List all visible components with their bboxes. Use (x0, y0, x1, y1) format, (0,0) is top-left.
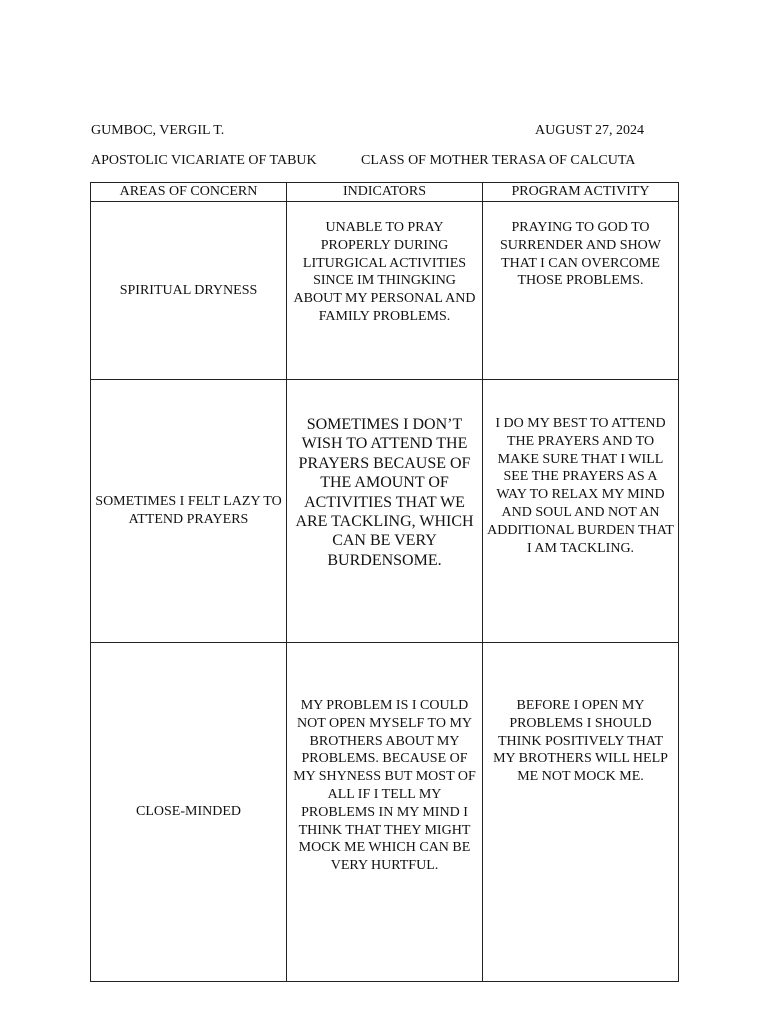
table-row (91, 380, 679, 643)
document-date: AUGUST 27, 2024 (535, 123, 645, 138)
indicator-cell: UNABLE TO PRAY PROPERLY DURING LITURGICAL ACTIVITIES SINCE IM THINGKING ABOUT MY PERSONAL AND FAMILY PROBLEMS. (287, 202, 483, 380)
area-of-concern-cell: SPIRITUAL DRYNESS (91, 202, 287, 380)
table-row (91, 202, 679, 380)
column-header-indicators: INDICATORS (287, 183, 483, 202)
column-header-program-activity: PROGRAM ACTIVITY (483, 183, 679, 202)
table-row (91, 643, 679, 982)
program-activity-cell: PRAYING TO GOD TO SURRENDER AND SHOW THAT I CAN OVERCOME THOSE PROBLEMS. (483, 202, 679, 380)
program-activity-cell: BEFORE I OPEN MY PROBLEMS I SHOULD THINK POSITIVELY THAT MY BROTHERS WILL HELP ME NOT MOCK ME. (483, 643, 679, 982)
class-name: CLASS OF MOTHER TERASA OF CALCUTA (361, 153, 636, 168)
column-header-areas-of-concern: AREAS OF CONCERN (91, 183, 287, 202)
concern-table (90, 182, 679, 982)
area-of-concern-cell: SOMETIMES I FELT LAZY TO ATTEND PRAYERS (91, 380, 287, 643)
vicariate-name: APOSTOLIC VICARIATE OF TABUK (91, 153, 317, 168)
area-of-concern-cell: CLOSE-MINDED (91, 643, 287, 982)
indicator-cell: SOMETIMES I DON’T WISH TO ATTEND THE PRAYERS BECAUSE OF THE AMOUNT OF ACTIVITIES THAT WE ARE TACKLING, WHICH CAN BE VERY BURDENSOME. (287, 380, 483, 643)
program-activity-cell: I DO MY BEST TO ATTEND THE PRAYERS AND TO MAKE SURE THAT I WILL SEE THE PRAYERS AS A WAY TO RELAX MY MIND AND SOUL AND NOT AN ADDITIONAL BURDEN THAT I AM TACKLING. (483, 380, 679, 643)
table-header-row (91, 183, 679, 202)
student-name: GUMBOC, VERGIL T. (91, 123, 225, 138)
indicator-cell: MY PROBLEM IS I COULD NOT OPEN MYSELF TO MY BROTHERS ABOUT MY PROBLEMS. BECAUSE OF MY SHYNESS BUT MOST OF ALL IF I TELL MY PROBLEMS IN MY MIND I THINK THAT THEY MIGHT MOCK ME WHICH CAN BE VERY HURTFUL. (287, 643, 483, 982)
